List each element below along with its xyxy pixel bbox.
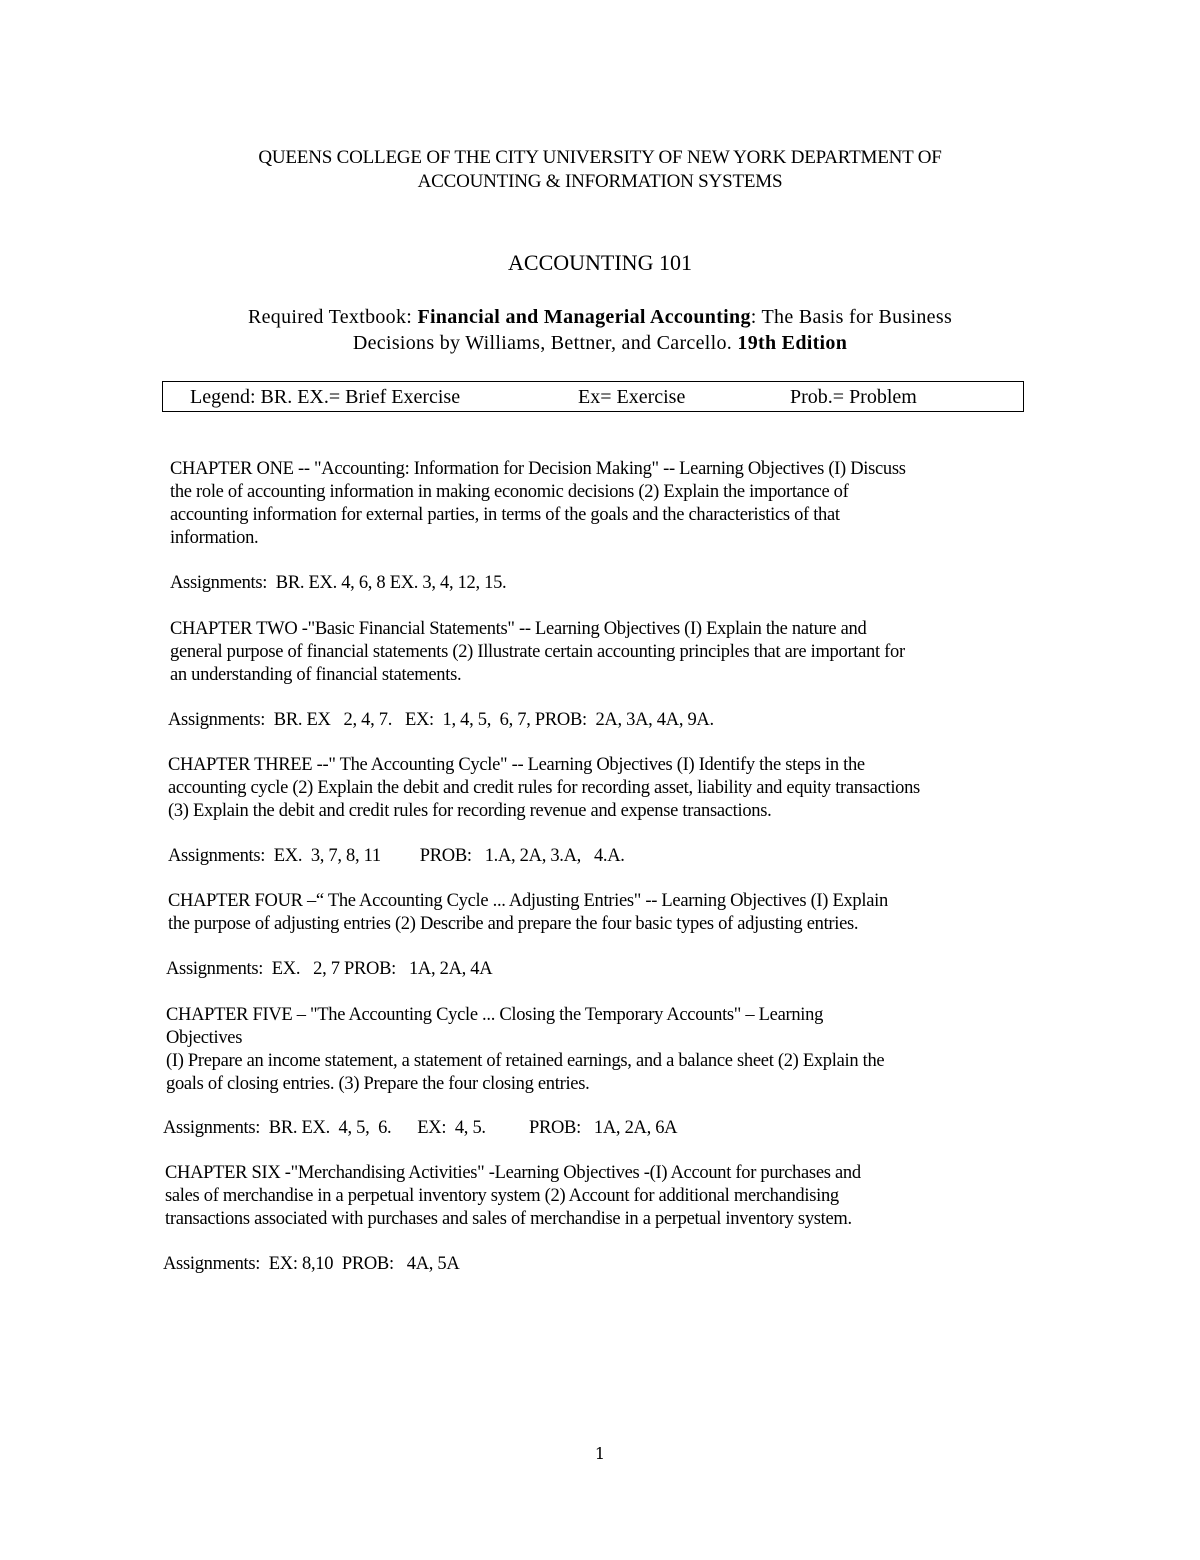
chapter-six-line: CHAPTER SIX -"Merchandising Activities" -Learning Objectives -(I) Account for purchases and [165, 1163, 861, 1183]
chapter-four-line: the purpose of adjusting entries (2) Describe and prepare the four basic types of adjusting entries. [168, 914, 859, 934]
page-number: 1 [594, 1444, 606, 1463]
chapter-three-description [168, 754, 1024, 823]
textbook-edition: 19th Edition [737, 332, 848, 354]
chapter-two-assignments: Assignments: BR. EX 2, 4, 7. EX: 1, 4, 5, 6, 7, PROB: 2A, 3A, 4A, 9A. [168, 710, 714, 730]
chapter-three-line: accounting cycle (2) Explain the debit and credit rules for recording asset, liability and equity transactions [168, 778, 920, 798]
textbook-prefix: Required Textbook: [247, 306, 418, 328]
chapter-four-description [168, 890, 1024, 936]
chapter-five-description [166, 1004, 1022, 1096]
chapter-one-description [170, 458, 1026, 550]
required-textbook [160, 304, 1040, 356]
chapter-six-line: transactions associated with purchases and sales of merchandise in a perpetual inventory system. [165, 1209, 852, 1229]
header-line-1: QUEENS COLLEGE OF THE CITY UNIVERSITY OF NEW YORK DEPARTMENT OF [258, 147, 942, 168]
chapter-two-line: general purpose of financial statements (2) Illustrate certain accounting principles that are important for [170, 642, 905, 662]
chapter-five-line: Objectives [166, 1028, 243, 1048]
institution-header [160, 146, 1040, 194]
chapter-two-line: an understanding of financial statements. [170, 665, 462, 685]
chapter-three-line: CHAPTER THREE --" The Accounting Cycle" -- Learning Objectives (I) Identify the steps in the [168, 755, 865, 775]
chapter-one-line: CHAPTER ONE -- "Accounting: Information for Decision Making" -- Learning Objectives (I) Discuss [170, 459, 906, 479]
chapter-five-line: goals of closing entries. (3) Prepare the four closing entries. [166, 1074, 590, 1094]
chapter-four-line: CHAPTER FOUR –“ The Accounting Cycle ... Adjusting Entries" -- Learning Objectives (I) Explain [168, 891, 888, 911]
chapter-five-line: (I) Prepare an income statement, a statement of retained earnings, and a balance sheet (2) Explain the [166, 1051, 885, 1071]
textbook-subtitle: : The Basis for Business [750, 306, 953, 328]
legend-problem: Prob.= Problem [790, 386, 917, 408]
chapter-six-assignments: Assignments: EX: 8,10 PROB: 4A, 5A [163, 1254, 460, 1274]
textbook-line-2 [160, 330, 1040, 356]
course-title: ACCOUNTING 101 [508, 250, 692, 275]
chapter-one-assignments: Assignments: BR. EX. 4, 6, 8 EX. 3, 4, 12, 15. [170, 573, 507, 593]
textbook-authors: Decisions by Williams, Bettner, and Carcello. [352, 332, 738, 354]
chapter-six-line: sales of merchandise in a perpetual inventory system (2) Account for additional merchandising [165, 1186, 839, 1206]
chapter-two-description [170, 618, 1026, 687]
header-line-2: ACCOUNTING & INFORMATION SYSTEMS [417, 171, 783, 192]
legend-box [162, 381, 1024, 412]
chapter-one-line: the role of accounting information in making economic decisions (2) Explain the importance of [170, 482, 849, 502]
chapter-three-line: (3) Explain the debit and credit rules for recording revenue and expense transactions. [168, 801, 772, 821]
chapter-two-line: CHAPTER TWO -"Basic Financial Statements" -- Learning Objectives (I) Explain the nature and [170, 619, 867, 639]
chapter-one-line: information. [170, 528, 259, 548]
chapter-five-line: CHAPTER FIVE – "The Accounting Cycle ... Closing the Temporary Accounts" – Learning [166, 1005, 824, 1025]
legend-brief-exercise: Legend: BR. EX.= Brief Exercise [190, 386, 461, 408]
chapter-four-assignments: Assignments: EX. 2, 7 PROB: 1A, 2A, 4A [166, 959, 493, 979]
chapter-six-description [165, 1162, 1021, 1231]
chapter-five-assignments: Assignments: BR. EX. 4, 5, 6. EX: 4, 5. PROB: 1A, 2A, 6A [163, 1118, 678, 1138]
textbook-line-1 [160, 304, 1040, 330]
chapter-three-assignments: Assignments: EX. 3, 7, 8, 11 PROB: 1.A, 2A, 3.A, 4.A. [168, 846, 625, 866]
legend-exercise: Ex= Exercise [578, 386, 686, 408]
textbook-title: Financial and Managerial Accounting [417, 306, 751, 328]
chapter-one-line: accounting information for external parties, in terms of the goals and the characteristics of that [170, 505, 840, 525]
